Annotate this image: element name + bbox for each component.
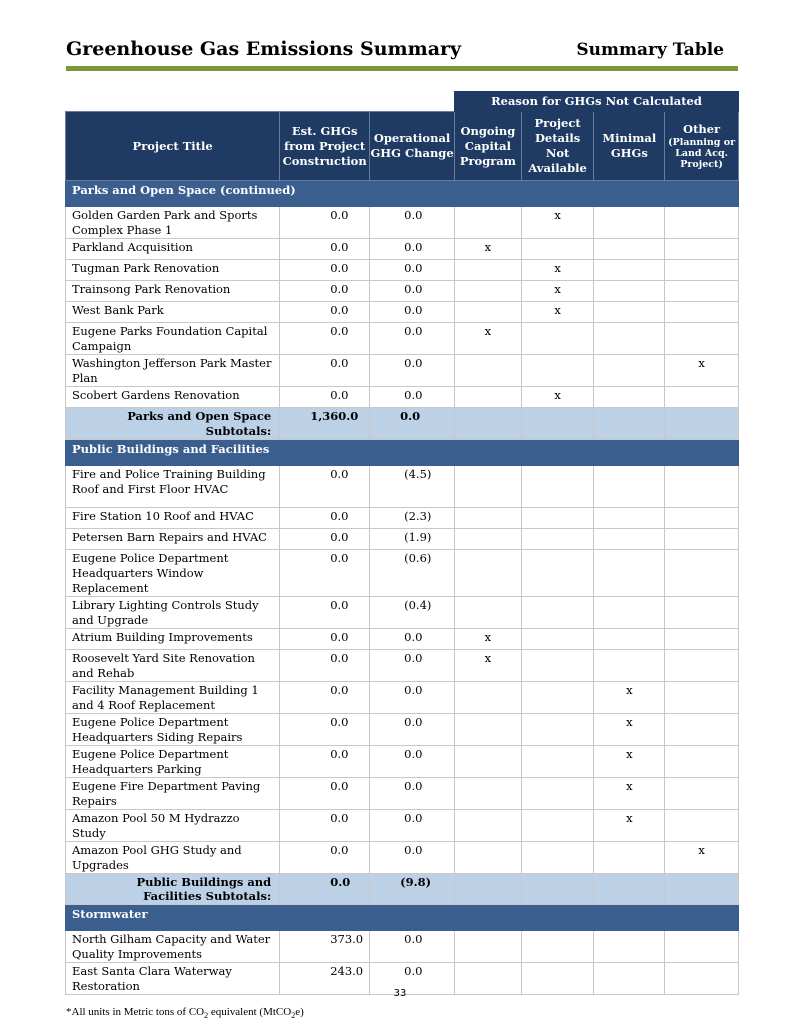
table-row <box>66 550 739 597</box>
operational-cell: 0.0 <box>370 239 455 260</box>
details-cell <box>521 778 594 810</box>
other-cell <box>665 260 739 281</box>
other-cell <box>665 931 739 963</box>
other-cell <box>665 466 739 508</box>
page-title: Greenhouse Gas Emissions Summary <box>66 38 462 60</box>
subtotal-empty-cell <box>455 874 522 905</box>
details-cell <box>521 810 594 842</box>
ongoing-cell <box>455 842 522 874</box>
project-title-cell: Amazon Pool GHG Study and Upgrades <box>66 842 280 874</box>
subtotal-empty-cell <box>521 408 594 440</box>
operational-cell: (1.9) <box>370 529 455 550</box>
reason-header-row <box>66 92 739 112</box>
operational-cell: 0.0 <box>370 355 455 387</box>
minimal-cell <box>594 650 665 682</box>
construction-cell: 0.0 <box>280 682 370 714</box>
construction-cell: 0.0 <box>280 714 370 746</box>
construction-cell: 373.0 <box>280 931 370 963</box>
table-row <box>66 508 739 529</box>
project-title-cell: Petersen Barn Repairs and HVAC <box>66 529 280 550</box>
subtotal-label: Public Buildings and Facilities Subtotals: <box>66 874 280 905</box>
project-title-cell: East Santa Clara Waterway Restoration <box>66 963 280 995</box>
operational-cell: 0.0 <box>370 931 455 963</box>
other-cell: x <box>665 842 739 874</box>
operational-cell: 0.0 <box>370 650 455 682</box>
ongoing-cell <box>455 810 522 842</box>
subtotal-operational: 0.0 <box>370 408 455 440</box>
subtotal-empty-cell <box>594 408 665 440</box>
ongoing-cell: x <box>455 650 522 682</box>
column-header-row <box>66 112 739 181</box>
col-ongoing: Ongoing Capital Program <box>455 112 522 181</box>
col-minimal: Minimal GHGs <box>594 112 665 181</box>
footnote-text-end: e) <box>295 1006 304 1018</box>
details-cell <box>521 355 594 387</box>
project-title-cell: Eugene Police Department Headquarters Window Replacement <box>66 550 280 597</box>
ongoing-cell: x <box>455 239 522 260</box>
other-cell <box>665 529 739 550</box>
page-subtitle: Summary Table <box>576 40 724 60</box>
details-cell <box>521 508 594 529</box>
ongoing-cell <box>455 778 522 810</box>
minimal-cell <box>594 466 665 508</box>
other-cell <box>665 239 739 260</box>
other-cell <box>665 682 739 714</box>
details-cell <box>521 629 594 650</box>
construction-cell: 0.0 <box>280 842 370 874</box>
project-title-cell: Eugene Police Department Headquarters Parking <box>66 746 280 778</box>
project-title-cell: Washington Jefferson Park Master Plan <box>66 355 280 387</box>
details-cell: x <box>521 207 594 239</box>
section-title: Stormwater <box>66 905 739 931</box>
details-cell <box>521 682 594 714</box>
details-cell <box>521 529 594 550</box>
reason-header: Reason for GHGs Not Calculated <box>455 92 739 112</box>
table-row <box>66 302 739 323</box>
construction-cell: 0.0 <box>280 323 370 355</box>
table-row <box>66 260 739 281</box>
project-title-cell: Scobert Gardens Renovation <box>66 387 280 408</box>
ongoing-cell: x <box>455 629 522 650</box>
details-cell: x <box>521 281 594 302</box>
construction-cell: 0.0 <box>280 260 370 281</box>
project-title-cell: Eugene Parks Foundation Capital Campaign <box>66 323 280 355</box>
ongoing-cell <box>455 597 522 629</box>
subtotal-empty-cell <box>455 408 522 440</box>
other-cell <box>665 778 739 810</box>
ongoing-cell <box>455 355 522 387</box>
details-cell <box>521 746 594 778</box>
other-cell <box>665 746 739 778</box>
other-cell <box>665 810 739 842</box>
operational-cell: 0.0 <box>370 281 455 302</box>
page-number: 33 <box>393 988 407 999</box>
ongoing-cell <box>455 931 522 963</box>
subtotal-empty-cell <box>665 408 739 440</box>
details-cell <box>521 597 594 629</box>
minimal-cell <box>594 629 665 650</box>
minimal-cell <box>594 550 665 597</box>
footnote-text: *All units in Metric tons of CO <box>66 1006 205 1018</box>
section-title: Public Buildings and Facilities <box>66 440 739 466</box>
subtotal-operational: (9.8) <box>370 874 455 905</box>
minimal-cell: x <box>594 778 665 810</box>
other-cell <box>665 387 739 408</box>
table-row <box>66 778 739 810</box>
table-row <box>66 597 739 629</box>
page-header <box>66 38 738 66</box>
col-other <box>665 112 739 181</box>
subtotal-label: Parks and Open Space Subtotals: <box>66 408 280 440</box>
minimal-cell <box>594 239 665 260</box>
details-cell: x <box>521 260 594 281</box>
operational-cell: 0.0 <box>370 260 455 281</box>
minimal-cell: x <box>594 682 665 714</box>
project-title-cell: Parkland Acquisition <box>66 239 280 260</box>
operational-cell: (0.4) <box>370 597 455 629</box>
minimal-cell <box>594 323 665 355</box>
construction-cell: 0.0 <box>280 281 370 302</box>
minimal-cell <box>594 260 665 281</box>
ghg-summary-table <box>65 91 739 995</box>
details-cell <box>521 550 594 597</box>
project-title-cell: Fire and Police Training Building Roof and First Floor HVAC <box>66 466 280 508</box>
other-cell <box>665 207 739 239</box>
ongoing-cell <box>455 529 522 550</box>
section-header-row <box>66 440 739 466</box>
minimal-cell <box>594 207 665 239</box>
operational-cell: 0.0 <box>370 387 455 408</box>
ongoing-cell <box>455 682 522 714</box>
table-row <box>66 466 739 508</box>
other-cell <box>665 281 739 302</box>
project-title-cell: Golden Garden Park and Sports Complex Phase 1 <box>66 207 280 239</box>
other-cell <box>665 302 739 323</box>
other-cell <box>665 550 739 597</box>
minimal-cell <box>594 508 665 529</box>
col-construction: Est. GHGs from Project Construction <box>280 112 370 181</box>
table-row <box>66 682 739 714</box>
other-cell <box>665 597 739 629</box>
minimal-cell <box>594 355 665 387</box>
project-title-cell: Eugene Fire Department Paving Repairs <box>66 778 280 810</box>
ongoing-cell <box>455 746 522 778</box>
footnote-sub: 2 <box>204 1011 209 1021</box>
construction-cell: 0.0 <box>280 746 370 778</box>
project-title-cell: Tugman Park Renovation <box>66 260 280 281</box>
ongoing-cell <box>455 508 522 529</box>
details-cell: x <box>521 387 594 408</box>
table-row <box>66 387 739 408</box>
minimal-cell: x <box>594 714 665 746</box>
section-header-row <box>66 905 739 931</box>
details-cell <box>521 239 594 260</box>
col-operational: Operational GHG Change <box>370 112 455 181</box>
project-title-cell: Fire Station 10 Roof and HVAC <box>66 508 280 529</box>
subtotal-row <box>66 408 739 440</box>
construction-cell: 0.0 <box>280 597 370 629</box>
ongoing-cell <box>455 714 522 746</box>
construction-cell: 0.0 <box>280 778 370 810</box>
operational-cell: (2.3) <box>370 508 455 529</box>
operational-cell: 0.0 <box>370 963 455 995</box>
units-footnote <box>66 1006 304 1020</box>
operational-cell: 0.0 <box>370 842 455 874</box>
construction-cell: 0.0 <box>280 650 370 682</box>
other-cell <box>665 508 739 529</box>
operational-cell: 0.0 <box>370 207 455 239</box>
col-other-label: Other <box>683 122 721 136</box>
construction-cell: 0.0 <box>280 466 370 508</box>
construction-cell: 0.0 <box>280 207 370 239</box>
minimal-cell: x <box>594 810 665 842</box>
subtotal-empty-cell <box>594 874 665 905</box>
col-details: Project Details Not Available <box>521 112 594 181</box>
construction-cell: 0.0 <box>280 355 370 387</box>
other-cell <box>665 323 739 355</box>
ongoing-cell <box>455 281 522 302</box>
subtotal-construction: 1,360.0 <box>280 408 370 440</box>
details-cell <box>521 714 594 746</box>
table-row <box>66 650 739 682</box>
other-cell <box>665 629 739 650</box>
minimal-cell <box>594 597 665 629</box>
footnote-sub2: 2 <box>291 1011 296 1021</box>
subtotal-empty-cell <box>521 874 594 905</box>
minimal-cell <box>594 387 665 408</box>
construction-cell: 0.0 <box>280 810 370 842</box>
operational-cell: 0.0 <box>370 682 455 714</box>
other-cell: x <box>665 355 739 387</box>
table-row <box>66 746 739 778</box>
construction-cell: 0.0 <box>280 302 370 323</box>
subtotal-row <box>66 874 739 905</box>
section-title: Parks and Open Space (continued) <box>66 181 739 207</box>
minimal-cell <box>594 281 665 302</box>
project-title-cell: North Gilham Capacity and Water Quality Improvements <box>66 931 280 963</box>
minimal-cell <box>594 529 665 550</box>
operational-cell: 0.0 <box>370 746 455 778</box>
project-title-cell: West Bank Park <box>66 302 280 323</box>
construction-cell: 0.0 <box>280 550 370 597</box>
details-cell <box>521 650 594 682</box>
ongoing-cell: x <box>455 323 522 355</box>
operational-cell: (0.6) <box>370 550 455 597</box>
minimal-cell <box>594 842 665 874</box>
operational-cell: (4.5) <box>370 466 455 508</box>
other-cell <box>665 650 739 682</box>
table-row <box>66 323 739 355</box>
subtotal-empty-cell <box>665 874 739 905</box>
details-cell <box>521 931 594 963</box>
table-row <box>66 529 739 550</box>
subtotal-construction: 0.0 <box>280 874 370 905</box>
minimal-cell: x <box>594 746 665 778</box>
table-row <box>66 239 739 260</box>
section-header-row <box>66 181 739 207</box>
ongoing-cell <box>455 387 522 408</box>
col-other-note: (Planning or Land Acq. Project) <box>668 137 736 170</box>
operational-cell: 0.0 <box>370 778 455 810</box>
operational-cell: 0.0 <box>370 302 455 323</box>
ongoing-cell <box>455 260 522 281</box>
project-title-cell: Atrium Building Improvements <box>66 629 280 650</box>
table-body <box>66 181 739 995</box>
details-cell: x <box>521 302 594 323</box>
table-row <box>66 629 739 650</box>
minimal-cell <box>594 302 665 323</box>
table-row <box>66 281 739 302</box>
table-row <box>66 207 739 239</box>
project-title-cell: Trainsong Park Renovation <box>66 281 280 302</box>
table-row <box>66 931 739 963</box>
operational-cell: 0.0 <box>370 629 455 650</box>
construction-cell: 0.0 <box>280 529 370 550</box>
other-cell <box>665 714 739 746</box>
minimal-cell <box>594 931 665 963</box>
ongoing-cell <box>455 302 522 323</box>
table-row <box>66 714 739 746</box>
project-title-cell: Library Lighting Controls Study and Upgrade <box>66 597 280 629</box>
table-row <box>66 842 739 874</box>
construction-cell: 243.0 <box>280 963 370 995</box>
ongoing-cell <box>455 466 522 508</box>
details-cell <box>521 466 594 508</box>
project-title-cell: Roosevelt Yard Site Renovation and Rehab <box>66 650 280 682</box>
project-title-cell: Amazon Pool 50 M Hydrazzo Study <box>66 810 280 842</box>
header-rule <box>66 66 738 71</box>
operational-cell: 0.0 <box>370 714 455 746</box>
table-row <box>66 810 739 842</box>
ongoing-cell <box>455 207 522 239</box>
construction-cell: 0.0 <box>280 508 370 529</box>
ongoing-cell <box>455 550 522 597</box>
construction-cell: 0.0 <box>280 387 370 408</box>
operational-cell: 0.0 <box>370 323 455 355</box>
operational-cell: 0.0 <box>370 810 455 842</box>
details-cell <box>521 842 594 874</box>
construction-cell: 0.0 <box>280 629 370 650</box>
details-cell <box>521 323 594 355</box>
footnote-text-mid: equivalent (MtCO <box>208 1006 292 1018</box>
project-title-cell: Facility Management Building 1 and 4 Roof Replacement <box>66 682 280 714</box>
construction-cell: 0.0 <box>280 239 370 260</box>
table-row <box>66 355 739 387</box>
project-title-cell: Eugene Police Department Headquarters Siding Repairs <box>66 714 280 746</box>
col-project-title: Project Title <box>66 112 280 181</box>
